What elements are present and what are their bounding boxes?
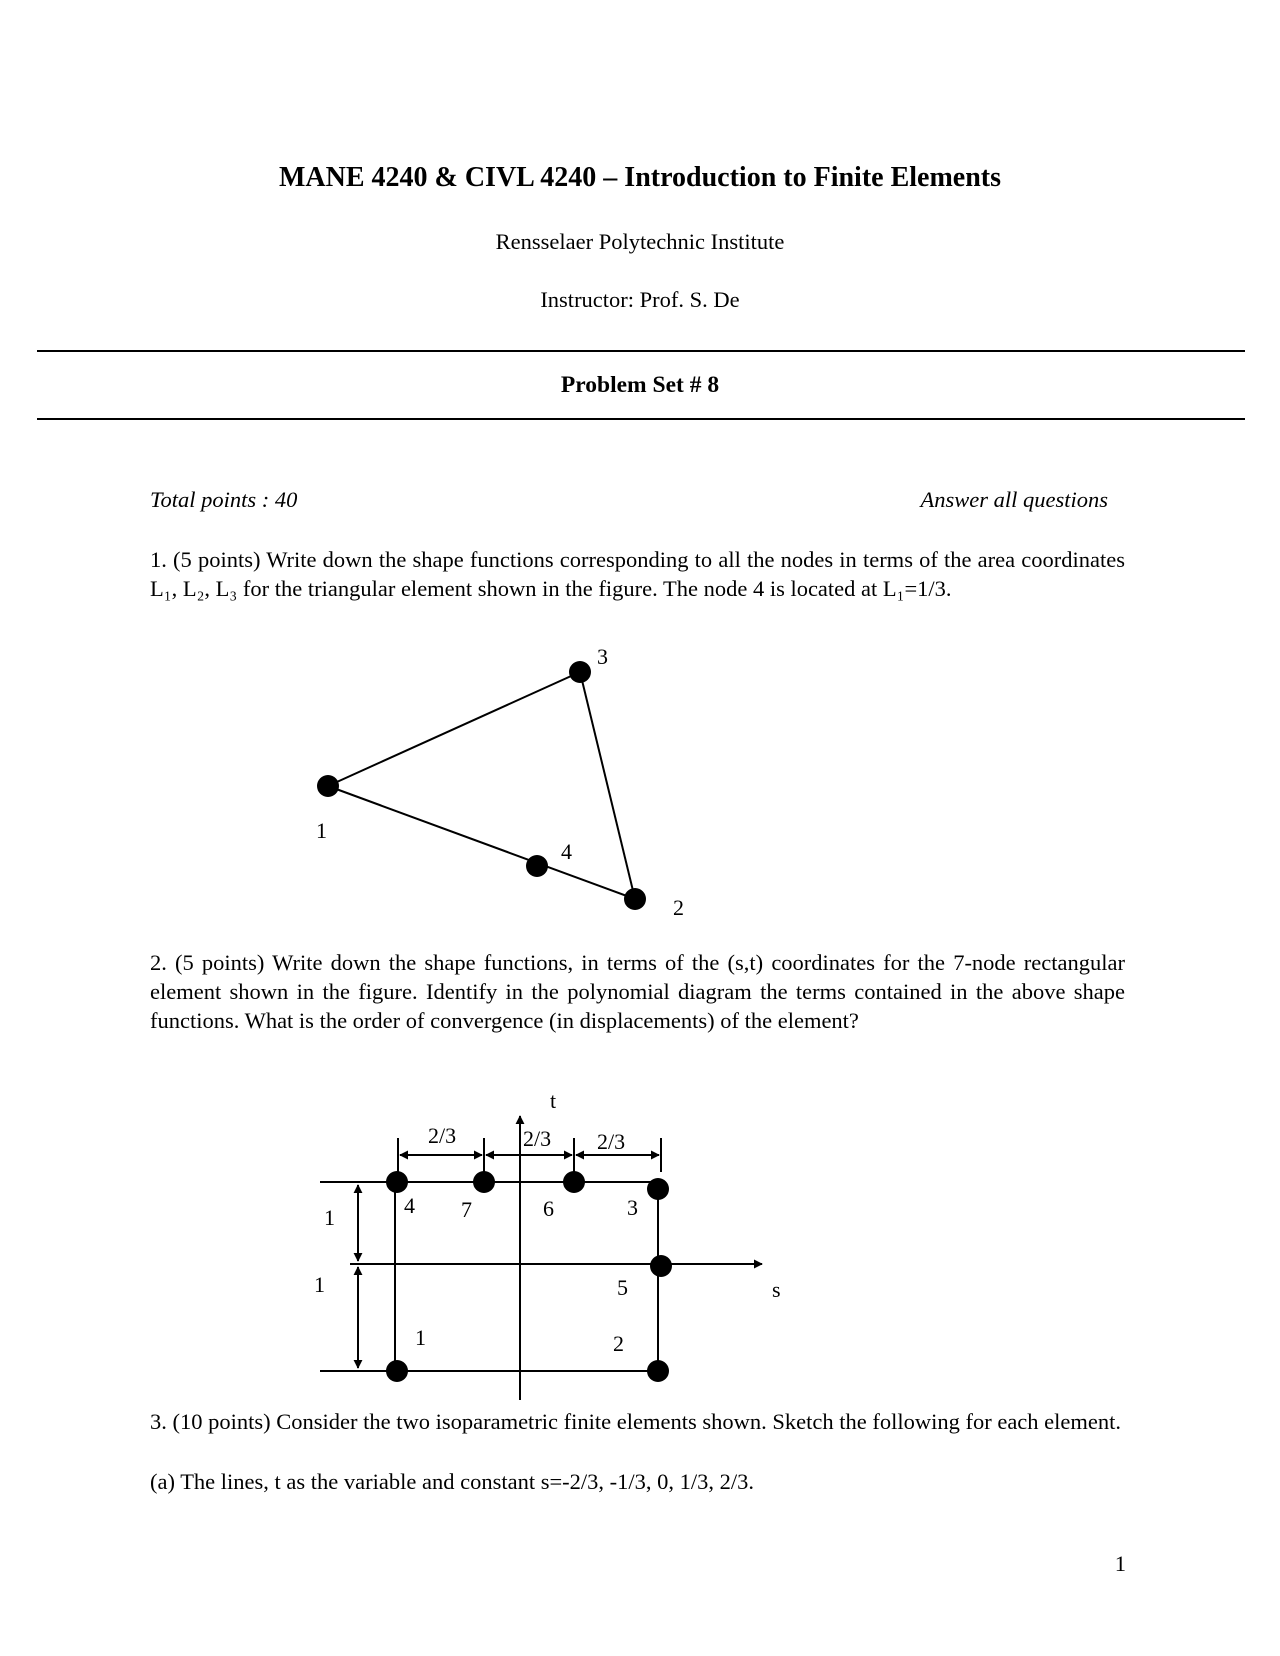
total-points: Total points : 40: [150, 487, 298, 512]
rect-label-node-3: 3: [627, 1195, 638, 1220]
page-number: 1: [1114, 1551, 1126, 1576]
rect-node-7: [473, 1171, 495, 1193]
problem-set-title: Problem Set # 8: [560, 372, 720, 398]
s-axis-label: s: [772, 1277, 781, 1302]
question-2-text: 2. (5 points) Write down the shape functions, in terms of the (s,t) coordinates for the 7-node rectangular element shown in the figure. Identify in the polynomial diagram the terms contained in the above shape functions. What is the order of convergence (in displacements) of the element?: [150, 950, 1125, 1033]
spacing-label-2: 2/3: [523, 1126, 552, 1151]
rect-node-6: [563, 1171, 585, 1193]
triangle-label-node-2: 2: [673, 895, 684, 920]
spacing-label-1: 2/3: [428, 1123, 457, 1148]
question-3a-text: (a) The lines, t as the variable and constant s=-2/3, -1/3, 0, 1/3, 2/3.: [150, 1469, 755, 1494]
rectangle-lines: [320, 1116, 762, 1400]
height-label-upper: 1: [324, 1205, 335, 1230]
rect-node-2: [647, 1360, 669, 1382]
rect-label-node-2: 2: [613, 1331, 624, 1356]
rect-label-node-7: 7: [461, 1197, 472, 1222]
rect-node-5: [650, 1255, 672, 1277]
rect-node-4: [386, 1171, 408, 1193]
rect-label-node-1: 1: [415, 1325, 426, 1350]
triangle-label-node-3: 3: [597, 644, 608, 669]
course-title: MANE 4240 & CIVL 4240 – Introduction to Finite Elements: [278, 162, 1002, 193]
rect-node-1: [386, 1360, 408, 1382]
question-1-text: 1. (5 points) Write down the shape functions corresponding to all the nodes in terms of the area coordinates L₁, L₂, L₃ for the triangular element shown in the figure. The node 4 is located at L₁=1/3.: [150, 547, 1125, 601]
triangle-label-node-4: 4: [561, 839, 572, 864]
t-axis-label: t: [550, 1088, 557, 1113]
institute-name: Rensselaer Polytechnic Institute: [495, 229, 785, 254]
rect-label-node-5: 5: [617, 1275, 628, 1300]
instructions: Answer all questions: [920, 487, 1108, 512]
question-3-text: 3. (10 points) Consider the two isoparametric finite elements shown. Sketch the following for each element.: [150, 1409, 1122, 1434]
rect-label-node-4: 4: [404, 1193, 415, 1218]
rect-node-3: [647, 1178, 669, 1200]
triangle-label-node-1: 1: [316, 818, 327, 843]
height-label-lower: 1: [314, 1272, 325, 1297]
spacing-label-3: 2/3: [597, 1129, 626, 1154]
instructor-name: Instructor: Prof. S. De: [540, 287, 740, 312]
rect-label-node-6: 6: [543, 1196, 554, 1221]
